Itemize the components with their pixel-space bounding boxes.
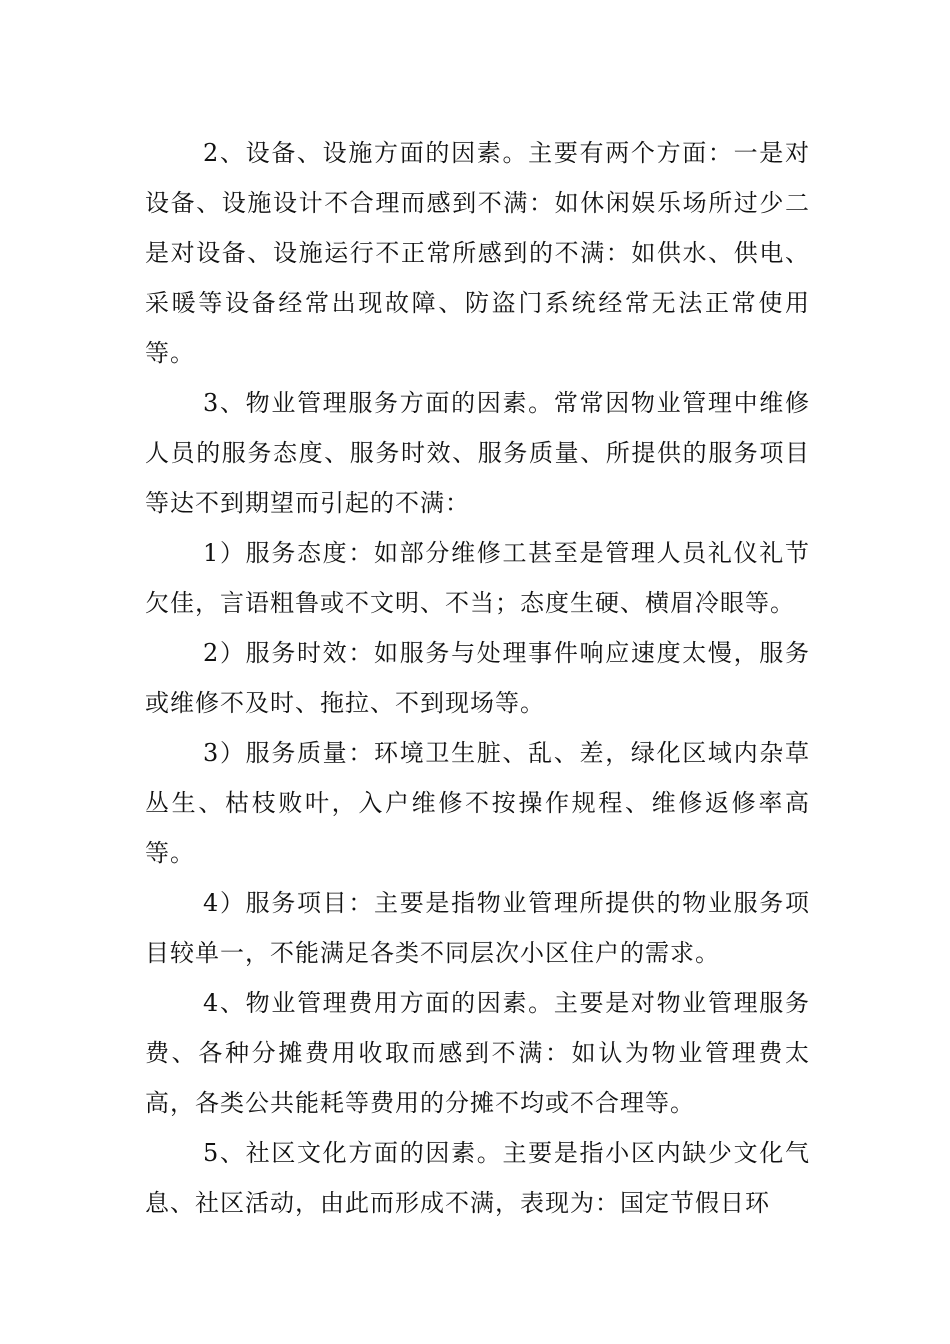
document-body	[145, 128, 810, 1228]
paragraph-fee-factors: 4、物业管理费用方面的因素。主要是对物业管理服务费、各种分摊费用收取而感到不满：如认为物业管理费太高，各类公共能耗等费用的分摊不均或不合理等。	[145, 989, 810, 1117]
paragraph-equipment-factors: 2、设备、设施方面的因素。主要有两个方面：一是对设备、设施设计不合理而感到不满：如休闲娱乐场所过少二是对设备、设施运行不正常所感到的不满：如供水、供电、采暖等设备经常出现故障、防盗门系统经常无法正常使用等。	[145, 139, 810, 367]
paragraph-community-culture: 5、社区文化方面的因素。主要是指小区内缺少文化气息、社区活动，由此而形成不满，表现为：国定节假日环	[145, 1139, 810, 1217]
paragraph-service-attitude: 1）服务态度：如部分维修工甚至是管理人员礼仪礼节欠佳，言语粗鲁或不文明、不当；态度生硬、横眉冷眼等。	[145, 539, 810, 617]
paragraph-service-items: 4）服务项目：主要是指物业管理所提供的物业服务项目较单一，不能满足各类不同层次小区住户的需求。	[145, 889, 810, 967]
paragraph-service-timeliness: 2）服务时效：如服务与处理事件响应速度太慢，服务或维修不及时、拖拉、不到现场等。	[145, 639, 810, 717]
paragraph-service-quality: 3）服务质量：环境卫生脏、乱、差，绿化区域内杂草丛生、枯枝败叶，入户维修不按操作规程、维修返修率高等。	[145, 739, 810, 867]
paragraph-service-factors: 3、物业管理服务方面的因素。常常因物业管理中维修人员的服务态度、服务时效、服务质量、所提供的服务项目等达不到期望而引起的不满：	[145, 389, 810, 517]
